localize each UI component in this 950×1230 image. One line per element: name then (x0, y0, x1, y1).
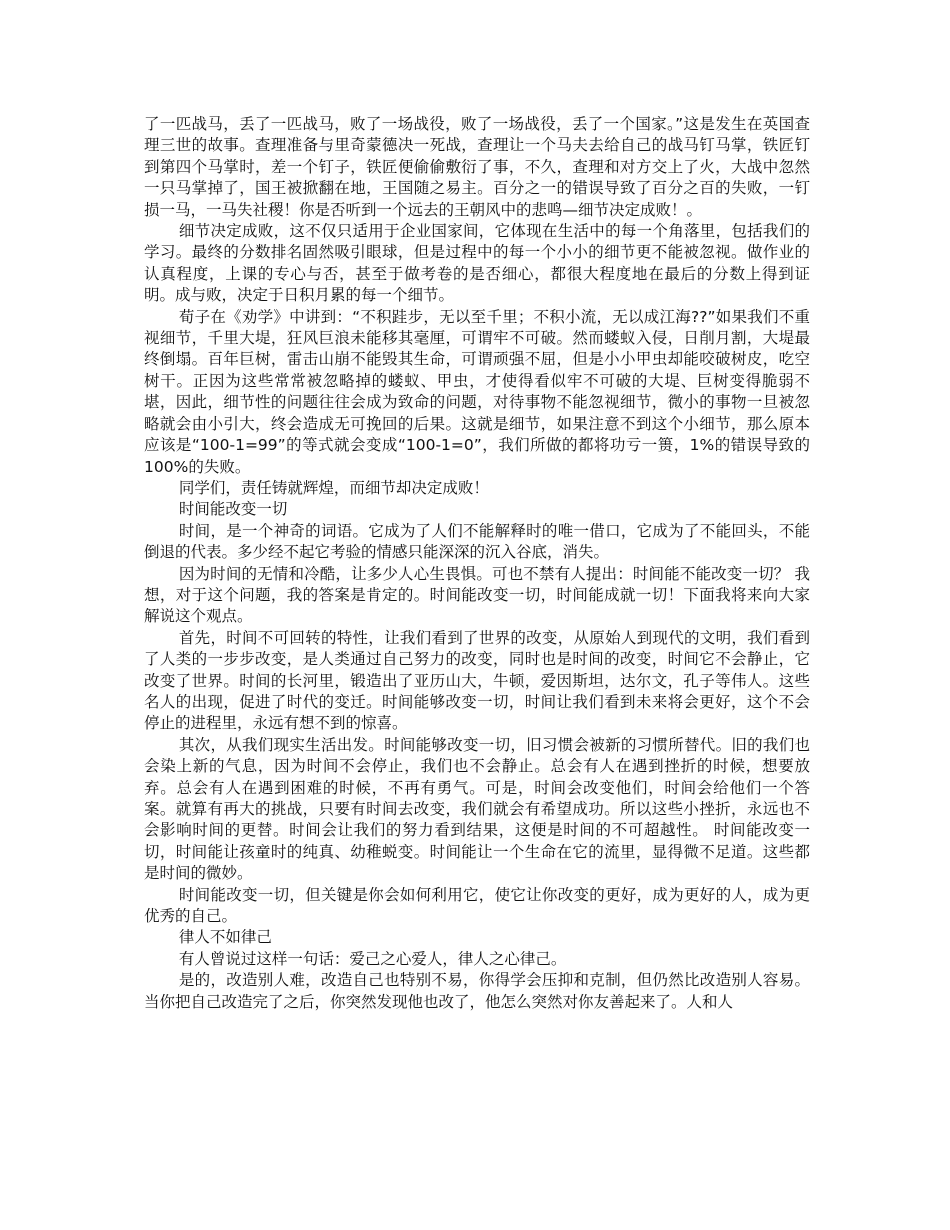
paragraph-time-second: 其次，从我们现实生活出发。时间能够改变一切，旧习惯会被新的习惯所替代。旧的我们也会染上新的气息，因为时间不会停止，我们也不会静止。总会有人在遇到挫折的时候，想要放弃。总会有人在遇到困难的时候，不再有勇气。可是，时间会改变他们，时间会给他们一个答案。就算有再大的挑战，只要有时间去改变，我们就会有希望成功。所以这些小挫折，永远也不会影响时间的更替。时间会让我们的努力看到结果，这便是时间的不可超越性。 时间能改变一切，时间能让孩童时的纯真、幼稚蜕变。时间能让一个生命在它的流里，显得微不足道。这些都是时间的微妙。 (144, 735, 810, 883)
paragraph-details-in-study: 细节决定成败，这不仅只适用于企业国家间，它体现在生活中的每一个角落里，包括我们的学习。最终的分数排名固然吸引眼球，但是过程中的每一个小小的细节更不能被忽视。做作业的认真程度，上课的专心与否，甚至于做考卷的是否细心，都很大程度地在最后的分数上得到证明。成与败，决定于日积月累的每一个细节。 (144, 222, 810, 305)
paragraph-conclusion: 同学们，责任铸就辉煌，而细节却决定成败！ (178, 478, 489, 497)
paragraph-time-intro: 时间，是一个神奇的词语。它成为了人们不能解释时的唯一借口，它成为了不能回头，不能倒退的代表。多少经不起它考验的情感只能深深的沉入谷底，消失。 (144, 521, 810, 562)
document-body (144, 114, 810, 1013)
paragraph-horseshoe-story: 了一匹战马，丢了一匹战马，败了一场战役，败了一场战役，丢了一个国家。”这是发生在英国查理三世的故事。查理准备与里奇蒙德决一死战，查理让一个马夫去给自己的战马钉马掌，铁匠钉到第四个马掌时，差一个钉子，铁匠便偷偷敷衍了事，不久，查理和对方交上了火，大战中忽然一只马掌掉了，国王被掀翻在地，王国随之易主。百分之一的错误导致了百分之百的失败，一钉损一马，一马失社稷！你是否听到一个远去的王朝风中的悲鸣—细节决定成败！。 (144, 115, 810, 219)
section-heading-time: 时间能改变一切 (178, 500, 288, 519)
paragraph-self-discipline-body: 是的，改造别人难，改造自己也特别不易，你得学会压抑和克制，但仍然比改造别人容易。当你把自己改造完了之后，你突然发现他也改了，他怎么突然对你友善起来了。人和人 (144, 971, 810, 1011)
paragraph-time-question: 因为时间的无情和冷酷，让多少人心生畏惧。可也不禁有人提出：时间能不能改变一切？ 我想，对于这个问题，我的答案是肯定的。时间能改变一切，时间能成就一切！下面我将来向大家解说这个观点。 (144, 564, 810, 626)
paragraph-time-conclusion: 时间能改变一切，但关键是你会如何利用它，使它让你改变的更好，成为更好的人，成为更优秀的自己。 (144, 885, 810, 926)
paragraph-self-discipline-quote: 有人曾说过这样一句话：爱己之心爱人，律人之心律己。 (178, 949, 567, 968)
section-heading-self-discipline: 律人不如律己 (178, 928, 272, 947)
paragraph-time-first: 首先，时间不可回转的特性，让我们看到了世界的改变，从原始人到现代的文明，我们看到了人类的一步步改变，是人类通过自己努力的改变，同时也是时间的改变，时间它不会静止，它改变了世界。时间的长河里，锻造出了亚历山大，牛顿，爱因斯坦，达尔文，孔子等伟人。这些名人的出现，促进了时代的变迁。时间能够改变一切，时间让我们看到未来将会更好，这个不会停止的进程里，永远有想不到的惊喜。 (144, 628, 810, 733)
paragraph-xunzi-quote: 荀子在《劝学》中讲到：“不积跬步，无以至千里；不积小流，无以成江海??”如果我们不重视细节，千里大堤，狂风巨浪未能移其毫厘，可谓牢不可破。然而蝼蚁入侵，日削月割，大堤最终倒塌。百年巨树，雷击山崩不能毁其生命，可谓顽强不屈，但是小小甲虫却能咬破树皮，吃空树干。正因为这些常常被忽略掉的蝼蚁、甲虫，才使得看似牢不可破的大堤、巨树变得脆弱不堪，因此，细节性的问题往往会成为致命的问题，对待事物不能忽视细节，微小的事物一旦被忽略就会由小引大，终会造成无可挽回的后果。这就是细节，如果注意不到这个小细节，那么原本应该是“100-1=99”的等式就会变成“100-1=0”，我们所做的都将功亏一篑，1%的错误导致的100%的失败。 (144, 307, 810, 476)
